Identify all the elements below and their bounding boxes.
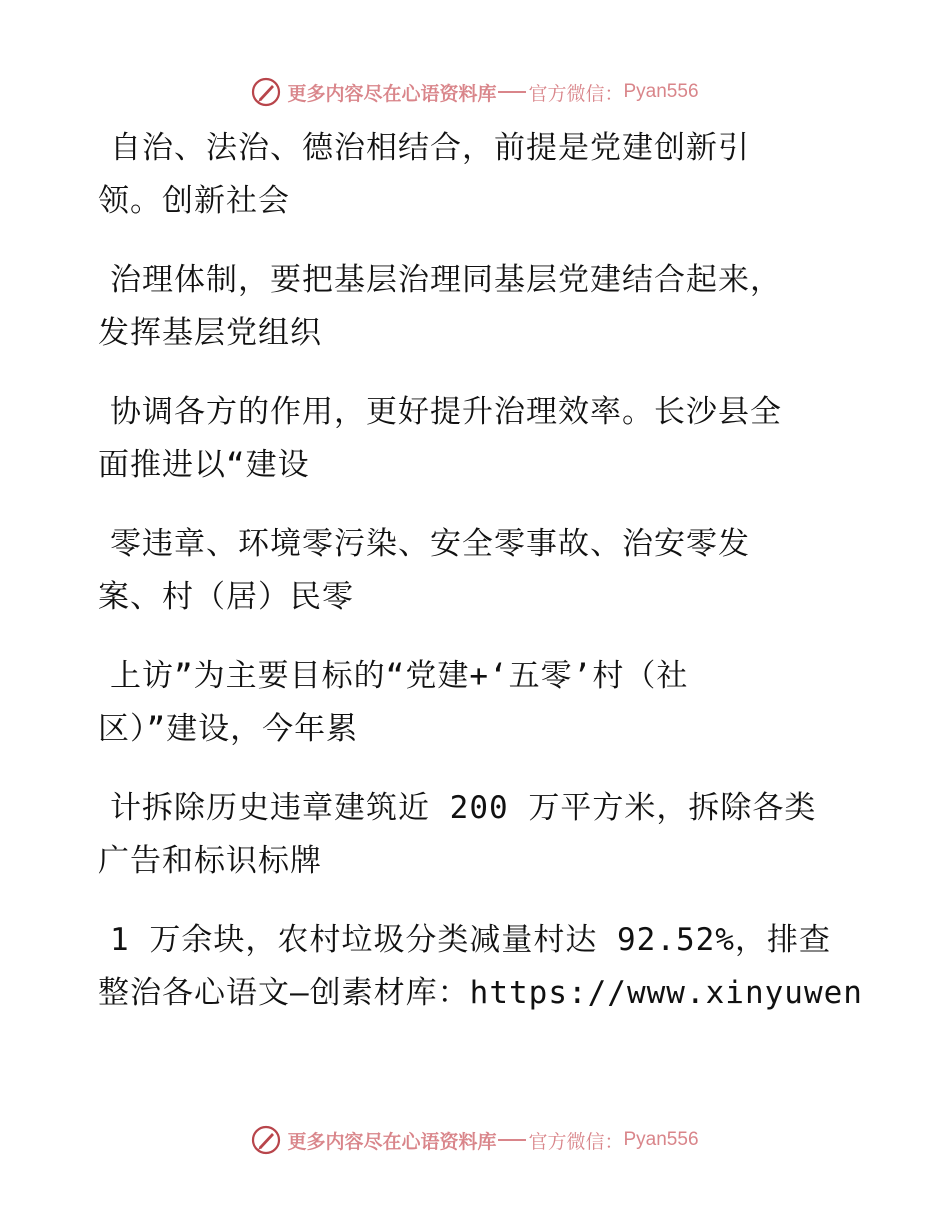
banner-separator bbox=[498, 1139, 526, 1141]
header-banner bbox=[0, 72, 950, 112]
paragraph-line: 治理体制，要把基层治理同基层党建结合起来， bbox=[110, 262, 782, 298]
paragraph bbox=[98, 122, 868, 228]
paragraph-line: 案、村（居）民零 bbox=[98, 579, 354, 615]
paragraph-line: 区）”建设，今年累 bbox=[98, 711, 359, 747]
paragraph-line: 自治、法治、德治相结合，前提是党建创新引 bbox=[110, 130, 750, 166]
banner-wechat-id: Pyan556 bbox=[623, 1129, 699, 1150]
banner-wechat-id: Pyan556 bbox=[623, 81, 699, 102]
paragraph-line: 广告和标识标牌 bbox=[98, 843, 322, 879]
paragraph bbox=[98, 650, 868, 756]
paragraph-line: 零违章、环境零污染、安全零事故、治安零发 bbox=[110, 526, 750, 562]
banner-wechat-label: 官方微信： bbox=[528, 1130, 624, 1153]
banner-title: 更多内容尽在心语资料库 bbox=[287, 1130, 497, 1153]
paragraph-line: 面推进以“建设 bbox=[98, 447, 310, 483]
quill-pen-logo-icon bbox=[251, 1125, 281, 1155]
paragraph-line: 发挥基层党组织 bbox=[98, 315, 322, 351]
paragraph bbox=[98, 254, 868, 360]
paragraph-line: 协调各方的作用，更好提升治理效率。长沙县全 bbox=[110, 394, 782, 430]
document-body bbox=[98, 122, 868, 1046]
paragraph bbox=[98, 914, 868, 1020]
banner-separator bbox=[498, 91, 526, 93]
paragraph bbox=[98, 386, 868, 492]
paragraph bbox=[98, 518, 868, 624]
paragraph-line: 1 万余块，农村垃圾分类减量村达 92.52%，排查 bbox=[110, 922, 831, 958]
banner-wechat-label: 官方微信： bbox=[528, 82, 624, 105]
footer-banner bbox=[0, 1120, 950, 1160]
quill-pen-logo-icon bbox=[251, 77, 281, 107]
paragraph-line: 领。创新社会 bbox=[98, 183, 290, 219]
paragraph-line: 计拆除历史违章建筑近 200 万平方米，拆除各类 bbox=[110, 790, 817, 826]
paragraph-line: 整治各心语文—创素材库：https://www.xinyuwen bbox=[98, 975, 863, 1011]
banner-title: 更多内容尽在心语资料库 bbox=[287, 82, 497, 105]
paragraph bbox=[98, 782, 868, 888]
paragraph-line: 上访”为主要目标的“党建+‘五零’村（社 bbox=[110, 658, 689, 694]
